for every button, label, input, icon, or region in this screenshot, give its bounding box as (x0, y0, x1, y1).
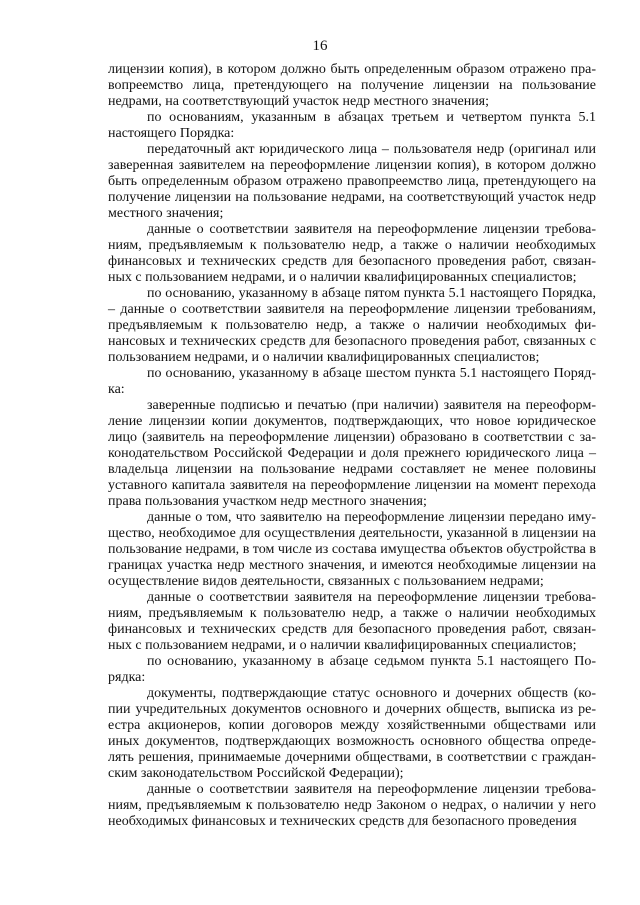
paragraph: по основанию, указанному в абзаце седьмом пункта 5.1 настоящего Порядка: (108, 654, 596, 685)
paragraph: по основанию, указанному в абзаце шестом пункта 5.1 настоящего Порядка: (108, 366, 596, 397)
paragraph: данные о соответствии заявителя на переоформление лицензии требованиям, предъявляемым к пользователю недр, а также о наличии необходимых финансовых и технических средств для безопасного проведения работ, связанных с пользованием недрами, и о наличии квалифицированных специалистов; (108, 222, 596, 285)
paragraph-continuation: лицензии копия), в котором должно быть определенным образом отражено правопреемство лица, претендующего на получение лицензии на пользование недрами, на соответствующий участок недр местного значения; (108, 62, 596, 109)
paragraph: данные о том, что заявителю на переоформление лицензии передано имущество, необходимое для осуществления деятельности, указанной в лицензии на пользование недрами, в том числе из состава имущества объектов обустройства в границах участка недр местного значения, и имеются необходимые лицензии на осуществление видов деятельности, связанных с пользованием недрами; (108, 510, 596, 589)
paragraph: по основанию, указанному в абзаце пятом пункта 5.1 настоящего Порядка, – данные о соответствии заявителя на переоформление лицензии требованиям, предъявляемым к пользователю недр, а также о наличии необходимых финансовых и технических средств для безопасного проведения работ, связанных с пользованием недрами, и о наличии квалифицированных специалистов; (108, 286, 596, 365)
document-body (108, 62, 596, 830)
page-number: 16 (312, 38, 328, 54)
paragraph: по основаниям, указанным в абзацах третьем и четвертом пункта 5.1 настоящего Порядка: (108, 110, 596, 141)
paragraph: данные о соответствии заявителя на переоформление лицензии требованиям, предъявляемым к пользователю недр, а также о наличии необходимых финансовых и технических средств для безопасного проведения работ, связанных с пользованием недрами, и о наличии квалифицированных специалистов; (108, 590, 596, 653)
paragraph: документы, подтверждающие статус основного и дочерних обществ (копии учредительных документов основного и дочерних обществ, выписка из реестра акционеров, копии договоров между хозяйственными обществами или иных документов, подтверждающих возможность основного общества определять решения, принимаемые дочерними обществами, в соответствии с гражданским законодательством Российской Федерации); (108, 686, 596, 781)
paragraph: данные о соответствии заявителя на переоформление лицензии требованиям, предъявляемым к пользователю недр Законом о недрах, о наличии у него необходимых финансовых и технических средств для безопасного проведения (108, 782, 596, 829)
paragraph: передаточный акт юридического лица – пользователя недр (оригинал или заверенная заявителем на переоформление лицензии копия), в котором должно быть определенным образом отражено правопреемство лица, претендующего на получение лицензии на пользование недрами, на соответствующий участок недр местного значения; (108, 142, 596, 221)
paragraph: заверенные подписью и печатью (при наличии) заявителя на переоформление лицензии копии документов, подтверждающих, что новое юридическое лицо (заявитель на переоформление лицензии) образовано в соответствии с законодательством Российской Федерации и доля прежнего юридического лица – владельца лицензии на пользование недрами составляет не менее половины уставного капитала заявителя на переоформление лицензии на момент перехода права пользования участком недр местного значения; (108, 398, 596, 509)
